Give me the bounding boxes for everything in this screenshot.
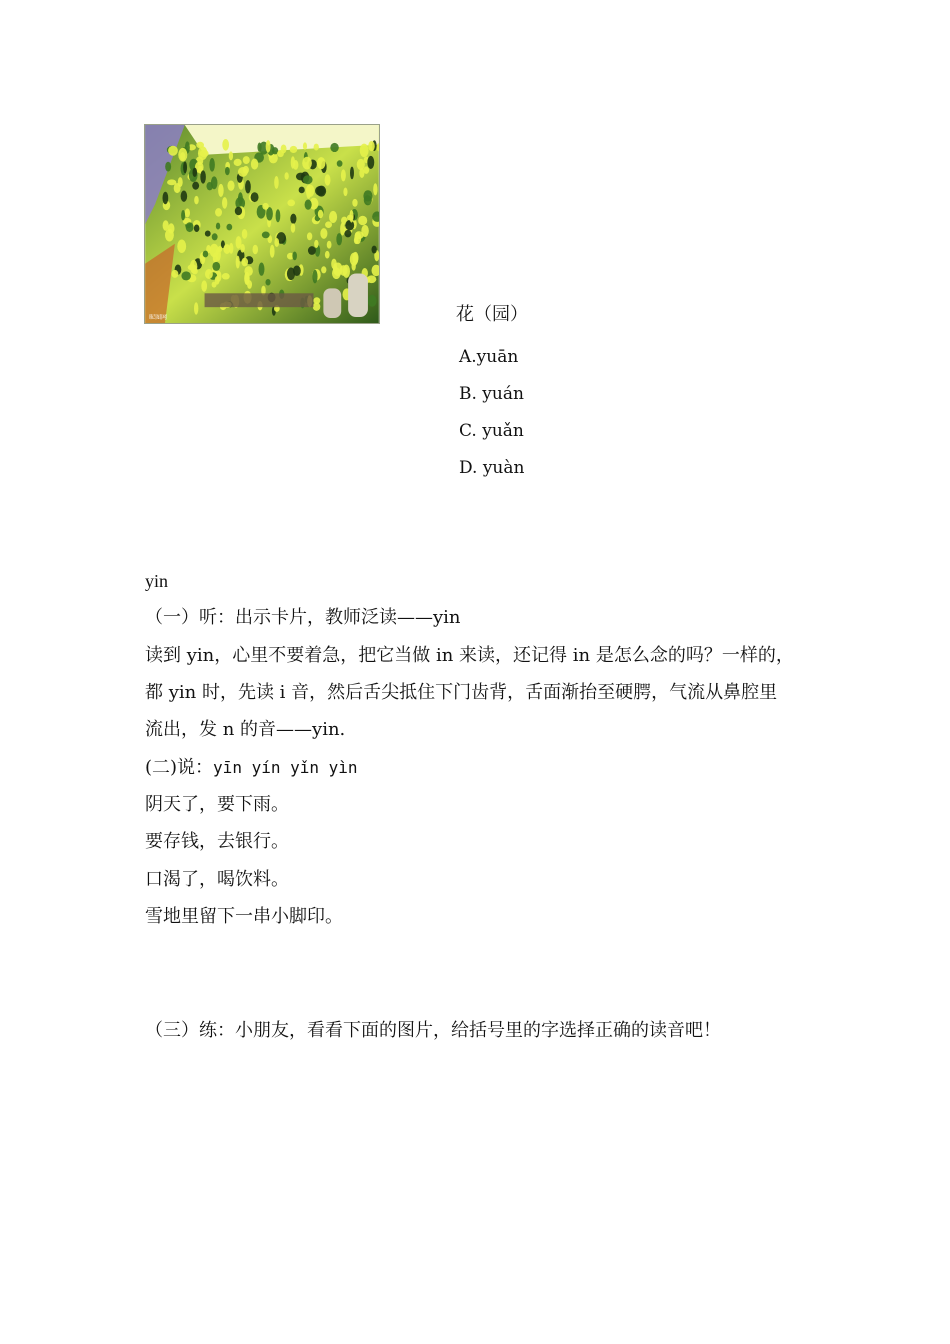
flower-speck <box>262 232 270 239</box>
flower-speck <box>229 151 233 160</box>
flower-speck <box>325 174 331 185</box>
flower-speck <box>216 223 220 230</box>
flower-speck <box>196 142 204 149</box>
flower-speck <box>222 139 229 151</box>
flower-speck <box>194 224 200 232</box>
flower-speck <box>186 222 194 232</box>
flower-speck <box>192 182 199 190</box>
flower-speck <box>284 172 288 180</box>
flower-speck <box>367 275 377 283</box>
flower-speck <box>251 159 258 170</box>
sentence-3: 口渴了，喝饮料。 <box>145 869 289 890</box>
paragraph-line-3: 流出，发 n 的音——yin. <box>145 719 346 740</box>
flower-speck <box>167 179 176 185</box>
flower-speck <box>363 166 369 174</box>
flower-speck <box>336 233 342 245</box>
speak-step <box>145 756 358 780</box>
flower-speck <box>360 144 369 158</box>
sentence-1: 阴天了，要下雨。 <box>145 794 289 815</box>
quiz-question: 花（园） <box>456 304 528 325</box>
flower-speck <box>291 223 296 233</box>
flower-speck <box>205 269 213 279</box>
flower-speck <box>299 187 305 194</box>
flower-speck <box>343 187 347 196</box>
sentence-4: 雪地里留下一串小脚印。 <box>145 906 343 927</box>
flower-speck <box>325 221 332 228</box>
flower-speck <box>303 142 307 149</box>
flower-speck <box>287 200 295 207</box>
flower-speck <box>163 192 169 204</box>
flower-speck <box>266 140 271 152</box>
flower-speck <box>236 256 240 269</box>
flower-speck <box>358 216 367 226</box>
quiz-option-c[interactable]: C. yuǎn <box>459 421 524 441</box>
flower-speck <box>333 263 337 274</box>
flower-speck <box>290 146 298 153</box>
flower-speck <box>368 295 377 307</box>
flower-speck <box>368 141 375 151</box>
flower-speck <box>367 156 374 169</box>
flower-speck <box>171 270 178 278</box>
speak-label: (二)说： <box>145 757 214 778</box>
flower-speck <box>303 175 313 184</box>
flower-speck <box>216 247 221 261</box>
flower-speck <box>305 199 312 209</box>
flower-speck <box>243 156 250 164</box>
flower-speck <box>270 245 275 258</box>
flower-speck <box>181 210 185 220</box>
flower-speck <box>178 177 183 187</box>
flower-speck <box>314 144 319 151</box>
flower-speck <box>203 251 209 258</box>
flower-speck <box>352 199 357 207</box>
flower-speck <box>259 263 265 276</box>
flower-speck <box>277 150 284 157</box>
listen-step: （一）听：出示卡片，教师泛读——yin <box>145 607 461 628</box>
flower-speck <box>222 273 230 280</box>
flower-speck <box>181 271 191 280</box>
flower-speck <box>257 143 261 152</box>
flower-speck <box>194 196 199 205</box>
flower-speck <box>200 170 206 183</box>
flower-speck <box>317 157 326 169</box>
flower-speck <box>181 191 188 202</box>
flower-speck <box>242 229 248 239</box>
lesson-heading: yin <box>145 571 169 591</box>
flower-speck <box>276 209 281 222</box>
flower-speck <box>290 214 296 224</box>
flower-speck <box>330 143 339 152</box>
flower-speck <box>206 182 213 190</box>
flower-speck <box>194 302 198 314</box>
flower-speck <box>163 220 169 230</box>
flower-speck <box>234 159 242 166</box>
flower-speck <box>327 241 332 249</box>
flower-speck <box>245 180 251 193</box>
flower-speck <box>177 240 186 253</box>
flower-speck <box>185 208 190 217</box>
flower-speck <box>361 225 369 237</box>
flower-speck <box>315 186 325 196</box>
flower-speck <box>308 246 316 255</box>
flower-speck <box>345 220 354 230</box>
flower-speck <box>312 270 317 284</box>
flower-speck <box>238 167 248 177</box>
flower-speck <box>218 184 224 197</box>
sentence-2: 要存钱，去银行。 <box>145 831 289 852</box>
flower-garden-image <box>144 124 380 324</box>
flower-speck <box>292 252 297 261</box>
flower-speck <box>215 208 222 217</box>
flower-speck <box>341 169 346 181</box>
flower-speck <box>291 156 295 168</box>
flower-speck <box>200 150 209 157</box>
pinyin-quiz <box>456 303 528 478</box>
flower-speck <box>215 276 220 285</box>
flower-speck <box>201 280 207 291</box>
flower-speck <box>262 203 269 210</box>
flower-speck <box>318 210 323 219</box>
flower-speck <box>325 251 330 259</box>
flower-speck <box>212 262 220 271</box>
flower-speck <box>340 223 345 236</box>
flower-speck <box>165 162 171 172</box>
flower-speck <box>302 157 312 170</box>
paragraph-line-1: 读到 yin，心里不要着急，把它当做 in 来读，还记得 in 是怎么念的吗？一样的， <box>145 645 794 666</box>
flower-speck <box>274 238 279 247</box>
flower-speck <box>168 146 178 156</box>
flower-speck <box>193 168 198 177</box>
flower-speck <box>251 192 259 202</box>
flower-speck <box>350 253 358 266</box>
flower-speck <box>293 265 301 275</box>
flower-speck <box>178 148 187 162</box>
flower-speck <box>212 233 218 240</box>
svg-text:昵图网: 昵图网 <box>149 314 167 322</box>
flower-speck <box>371 246 376 254</box>
flower-speck <box>223 244 230 254</box>
flower-speck <box>364 195 372 205</box>
flower-speck <box>205 231 211 237</box>
flower-speck <box>347 215 353 221</box>
flower-garden-icon <box>145 125 379 323</box>
quiz-option-b[interactable]: B. yuán <box>459 384 524 404</box>
flower-speck <box>209 158 215 172</box>
flower-speck <box>235 207 242 216</box>
flower-speck <box>226 224 232 231</box>
flower-speck <box>183 161 187 173</box>
flower-speck <box>314 240 318 248</box>
flower-speck <box>168 223 175 233</box>
flower-speck <box>222 197 227 209</box>
flower-speck <box>242 258 249 267</box>
flower-speck <box>307 232 312 240</box>
flower-speck <box>337 160 343 167</box>
quiz-option-a[interactable]: A.yuān <box>459 347 519 367</box>
quiz-option-d[interactable]: D. yuàn <box>459 458 525 478</box>
flower-speck <box>350 167 354 180</box>
flower-speck <box>320 228 327 239</box>
flower-speck <box>227 180 234 190</box>
practice-step: （三）练：小朋友，看看下面的图片，给括号里的字选择正确的读音吧！ <box>145 1020 721 1041</box>
flower-speck <box>240 244 245 253</box>
flower-speck <box>265 279 270 286</box>
flower-speck <box>329 211 337 223</box>
flower-speck <box>321 266 326 273</box>
flower-speck <box>313 297 320 304</box>
flower-speck <box>244 272 250 285</box>
paragraph-line-2: 都 yin 时，先读 i 音，然后舌尖抵住下门齿背，舌面渐抬至硬腭，气流从鼻腔里 <box>145 682 778 703</box>
flower-speck <box>373 183 377 195</box>
speak-tones: yīn yín yǐn yìn <box>213 758 358 777</box>
flower-speck <box>274 176 279 189</box>
flower-speck <box>357 159 365 170</box>
flower-speck <box>344 230 351 238</box>
flower-speck <box>225 167 230 175</box>
flower-speck <box>306 185 315 197</box>
flower-speck <box>252 245 258 255</box>
flower-speck <box>192 268 198 274</box>
